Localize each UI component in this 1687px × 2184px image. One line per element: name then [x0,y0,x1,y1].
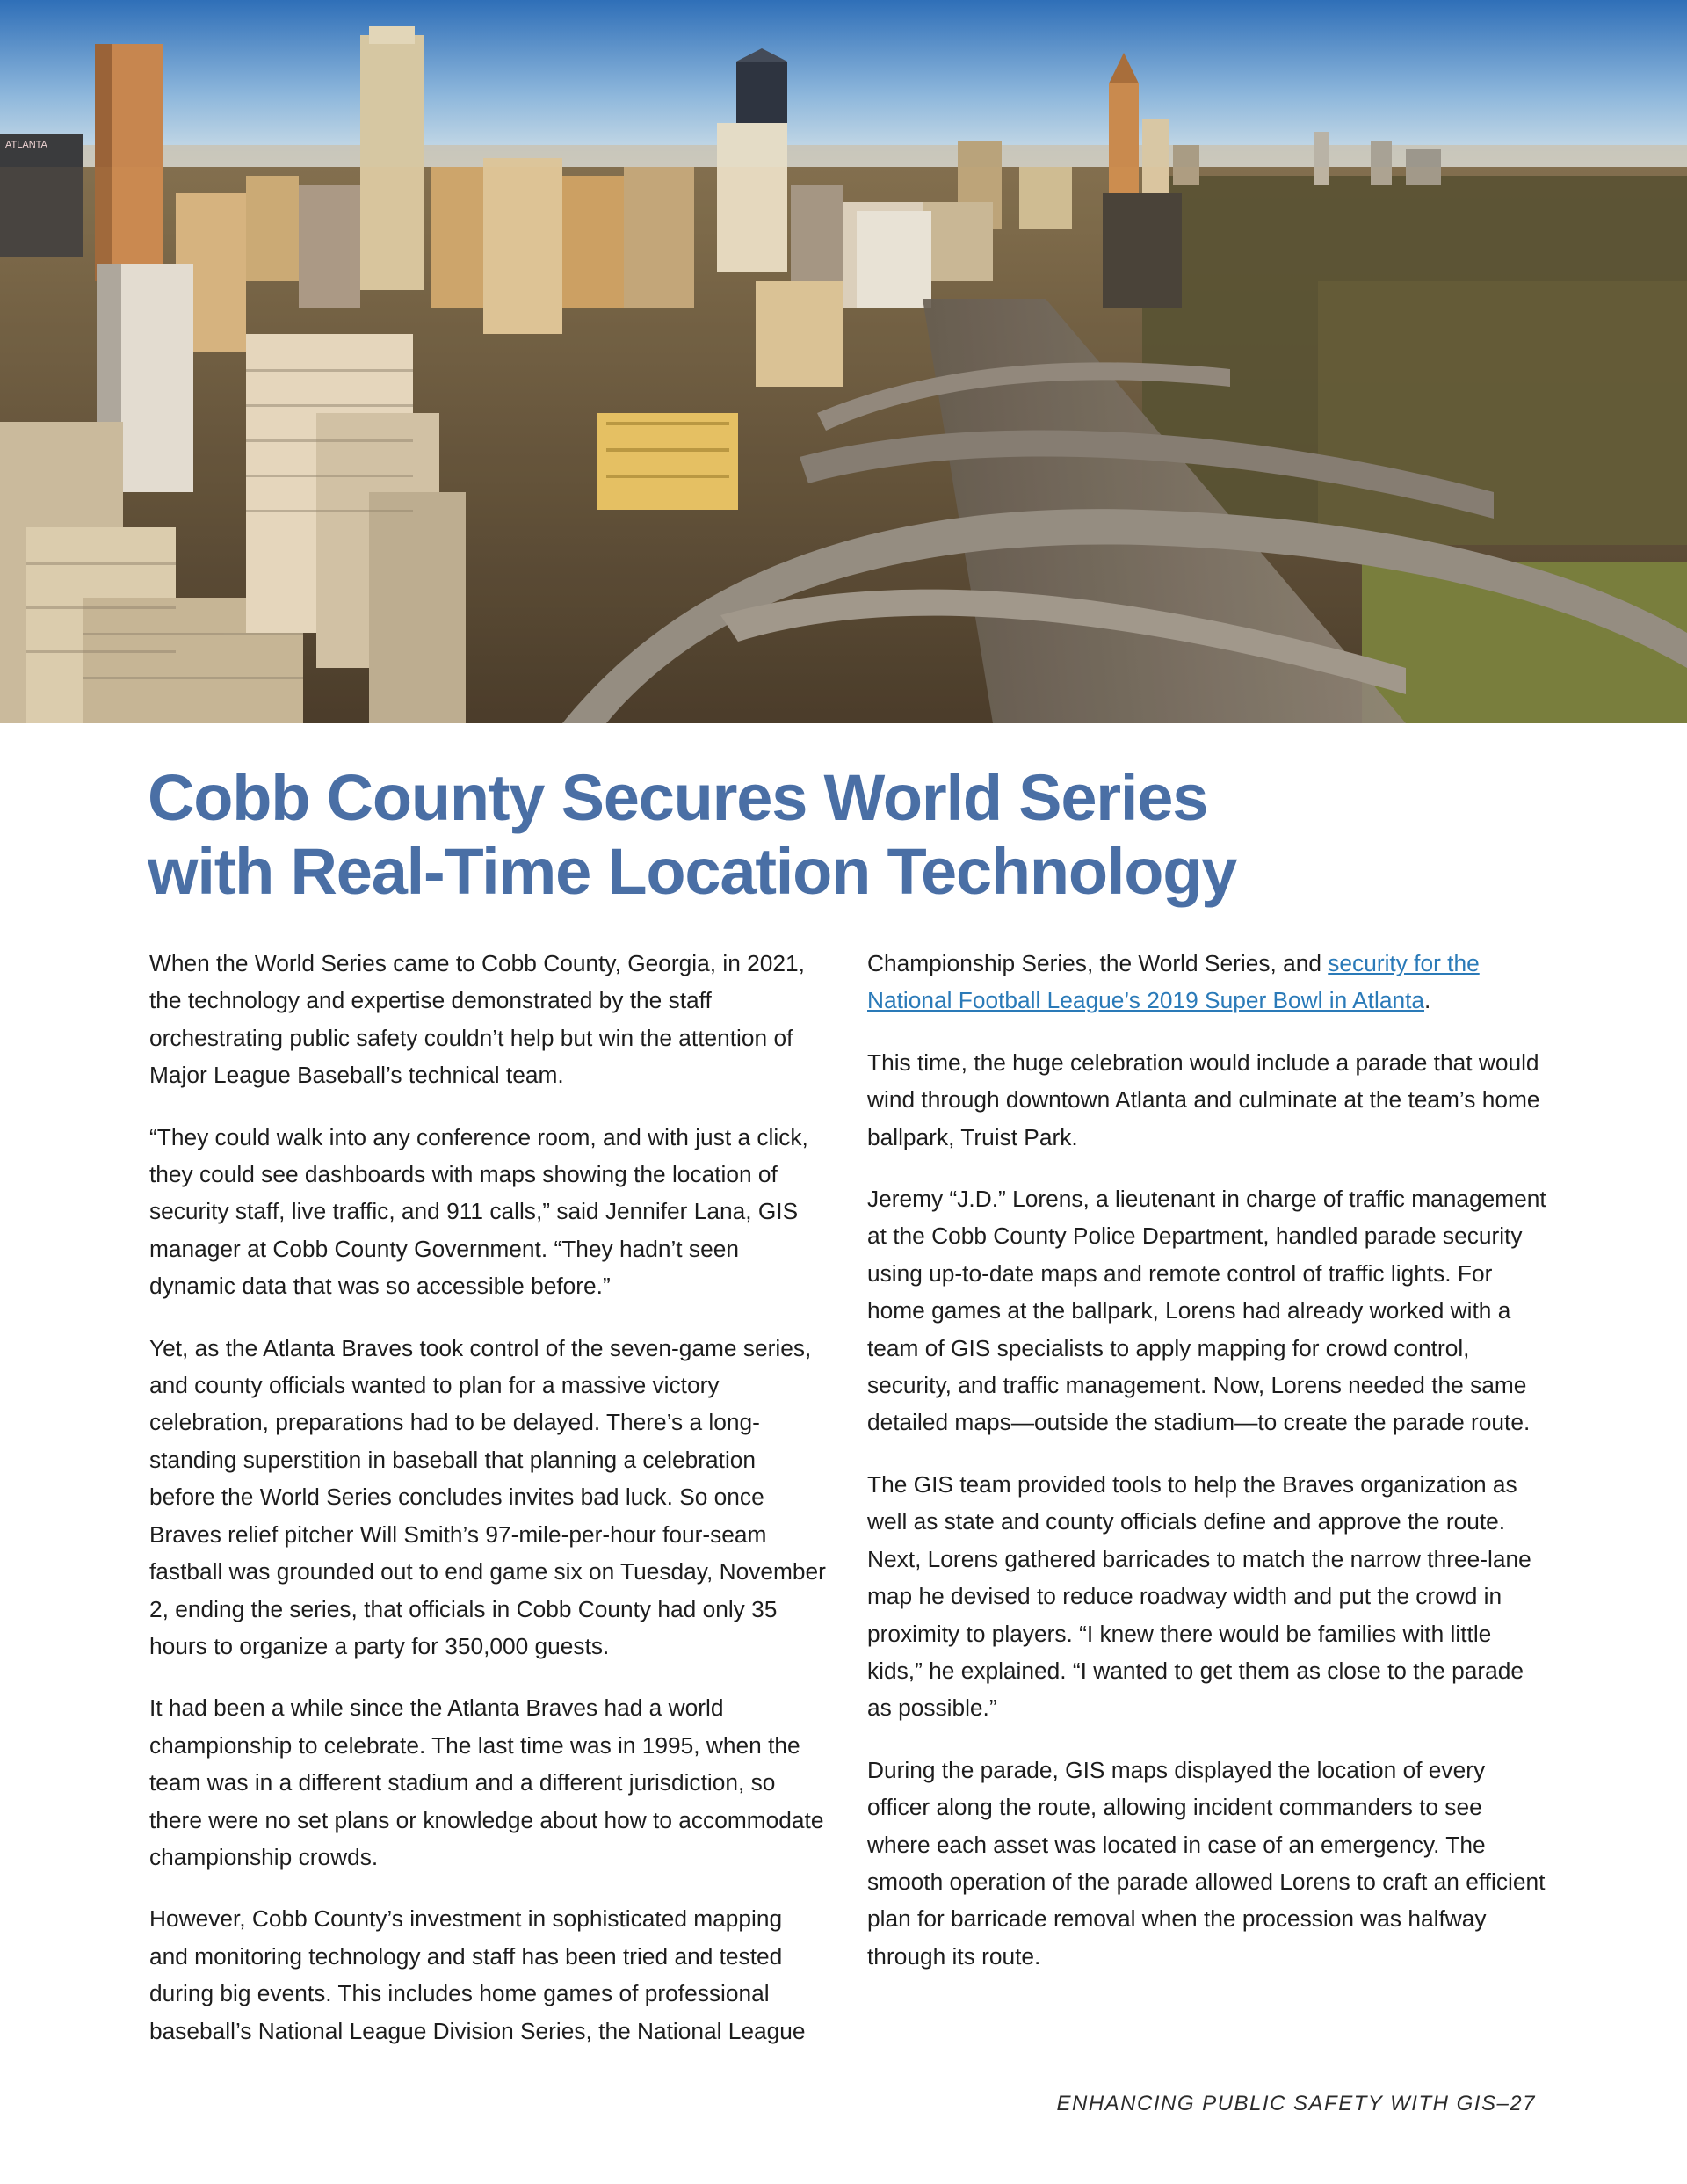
paragraph: Jeremy “J.D.” Lorens, a lieutenant in charge of traffic management at the Cobb County Police Department, handled parade security using up-to-date maps and remote control of traffic lights. For home games at the ballpark, Lorens had already worked with a team of GIS specialists to apply mapping for crowd control, security, and traffic management. Now, Lorens needed the same detailed maps—outside the stadium—to create the parade route. [867,1186,1546,1436]
atlanta-sign-text: ATLANTA [5,140,47,150]
hero-photo [0,0,1687,723]
paragraph-text: Championship Series, the World Series, and [867,950,1329,976]
right-column [867,945,1548,1999]
paragraph: During the parade, GIS maps displayed the location of every officer along the route, allowing incident commanders to see where each asset was located in case of an emergency. The smooth operation of the parade allowed Lorens to craft an efficient plan for barricade removal when the procession was halfway through its route. [867,1756,1546,1970]
paragraph: However, Cobb County’s investment in sophisticated mapping and monitoring technology and staff has been tried and tested during big events. This includes home games of professional baseball’s National League Division Series, the National League [149,1905,806,2044]
article-title [148,761,1466,909]
article-title-line-2: with Real-Time Location Technology [148,835,1237,908]
article-title-line-1: Cobb County Secures World Series [148,761,1208,834]
paragraph: “They could walk into any conference room, and with just a click, they could see dashboards with maps showing the location of security staff, live traffic, and 911 calls,” said Jennifer Lana, GIS manager at Cobb County Government. “They hadn’t seen dynamic data that was so accessible before.” [149,1123,808,1300]
paragraph [867,945,1548,1019]
paragraph: It had been a while since the Atlanta Braves had a world championship to celebrate. The last time was in 1995, when the team was in a different stadium and a different jurisdiction, so there were no set plans or knowledge about how to accommodate championship crowds. [149,1694,824,1870]
left-column [149,945,826,2074]
paragraph: Yet, as the Atlanta Braves took control of the seven-game series, and county officials wanted to plan for a massive victory celebration, preparations had to be delayed. There’s a long-standing superstition in baseball that planning a celebration before the World Series concludes invites bad luck. So once Braves relief pitcher Will Smith’s 97-mile-per-hour four-seam fastball was grounded out to end game six on Tuesday, November 2, ending the series, that officials in Cobb County had only 35 hours to organize a party for 350,000 guests. [149,1334,826,1659]
paragraph-text: . [1424,987,1431,1014]
paragraph: The GIS team provided tools to help the Braves organization as well as state and county officials define and approve the route. Next, Lorens gathered barricades to match the narrow three-lane map he devised to reduce roadway width and put the crowd in proximity to players. “I knew there would be families with little kids,” he explained. “I wanted to get them as close to the parade as possible.” [867,1470,1531,1722]
page-footer: ENHANCING PUBLIC SAFETY WITH GIS–27 [1056,2092,1536,2115]
super-bowl-security-link[interactable]: security for the National Football League’s 2019 Super Bowl in Atlanta [867,950,1480,1014]
paragraph: When the World Series came to Cobb County, Georgia, in 2021, the technology and expertise demonstrated by the staff orchestrating public safety couldn’t help but win the attention of Major League Baseball’s technical team. [149,950,805,1089]
paragraph: This time, the huge celebration would include a parade that would wind through downtown Atlanta and culminate at the team’s home ballpark, Truist Park. [867,1048,1540,1150]
atlanta-skyline-photo [0,0,1687,723]
